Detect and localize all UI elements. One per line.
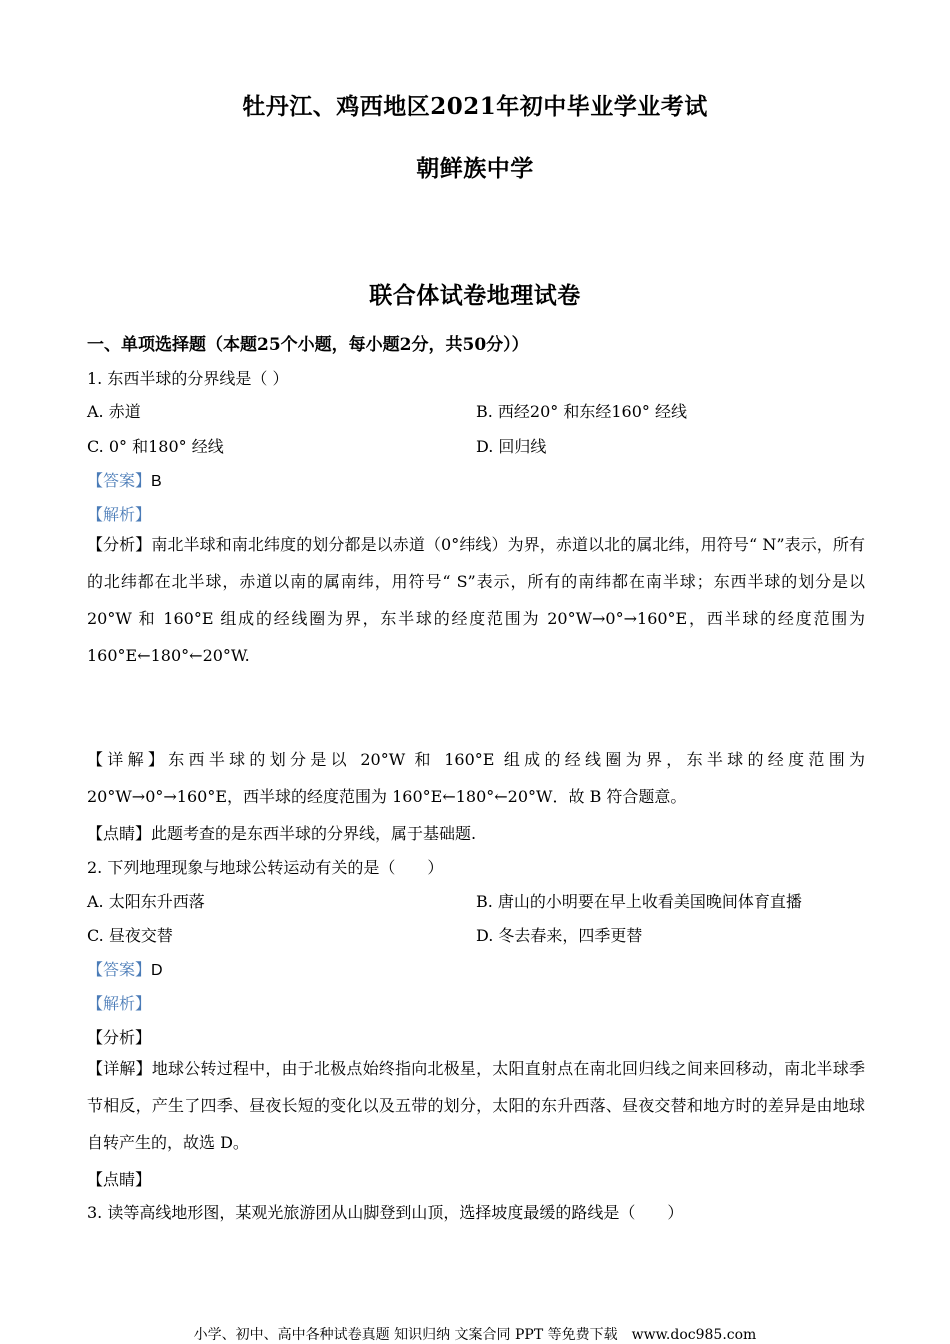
exam-title: 牡丹江、鸡西地区2021年初中毕业学业考试 (242, 93, 708, 120)
answer-value: D (151, 962, 163, 979)
question-2-option-c: C. 昼夜交替 (87, 926, 173, 945)
question-2-xiangjie: 【详解】地球公转过程中，由于北极点始终指向北极星，太阳直射点在南北回归线之间来回移动，南北半球季节相反，产生了四季、昼夜长短的变化以及五带的划分，太阳的东升西落、昼夜交替和地方时的差异是由地球自转产生的，故选 D。 (87, 1059, 865, 1152)
question-2-analysis-label: 【解析】 (87, 994, 152, 1013)
question-1-stem: 1. 东西半球的分界线是（ ） (87, 369, 289, 388)
question-1-xiangjie: 【详解】东西半球的划分是以 20°W 和 160°E 组成的经线圈为界，东半球的经度范围为 20°W→0°→160°E，西半球的经度范围为 160°E←180°←20°W．故 B 符合题意。 (87, 750, 865, 806)
question-3-stem: 3. 读等高线地形图，某观光旅游团从山脚登到山顶，选择坡度最缓的路线是（ ） (87, 1203, 684, 1222)
question-1-option-c: C. 0° 和180° 经线 (87, 437, 224, 456)
question-2-dianjing: 【点睛】 (87, 1170, 152, 1189)
footer-text: 小学、初中、高中各种试卷真题 知识归纳 文案合同 PPT 等免费下载 www.doc985.com (193, 1327, 757, 1343)
answer-value: B (151, 473, 162, 490)
section-heading: 一、单项选择题（本题25个小题，每小题2分，共50分）） (87, 335, 529, 355)
question-2-stem: 2. 下列地理现象与地球公转运动有关的是（ ） (87, 858, 444, 877)
question-1-analysis-label: 【解析】 (87, 505, 152, 524)
question-1-fenxi: 【分析】南北半球和南北纬度的划分都是以赤道（0°纬线）为界，赤道以北的属北纬，用符号“ N”表示，所有的北纬都在北半球，赤道以南的属南纬，用符号“ S”表示，所有的南纬都在南半球；东西半球的划分是以 20°W 和 160°E 组成的经线圈为界，东半球的经度范围为 20°W→0°→160°E，西半球的经度范围为 160°E←180°←20°W. (87, 535, 865, 665)
answer-label: 【答案】 (87, 960, 152, 979)
question-1-answer (87, 468, 162, 491)
question-2-answer (87, 957, 163, 980)
paper-title: 联合体试卷地理试卷 (369, 282, 581, 309)
question-1-dianjing: 【点睛】此题考查的是东西半球的分界线，属于基础题. (87, 824, 477, 843)
question-2-fenxi: 【分析】 (87, 1028, 152, 1047)
question-2-option-d: D. 冬去春来，四季更替 (476, 926, 643, 945)
question-2-option-a: A. 太阳东升西落 (87, 892, 205, 911)
question-2-option-b: B. 唐山的小明要在早上收看美国晚间体育直播 (476, 892, 802, 911)
question-1-option-b: B. 西经20° 和东经160° 经线 (476, 402, 688, 421)
answer-label: 【答案】 (87, 471, 152, 490)
question-1-option-a: A. 赤道 (87, 402, 141, 421)
question-1-option-d: D. 回归线 (476, 437, 547, 456)
school-title: 朝鲜族中学 (416, 155, 534, 182)
